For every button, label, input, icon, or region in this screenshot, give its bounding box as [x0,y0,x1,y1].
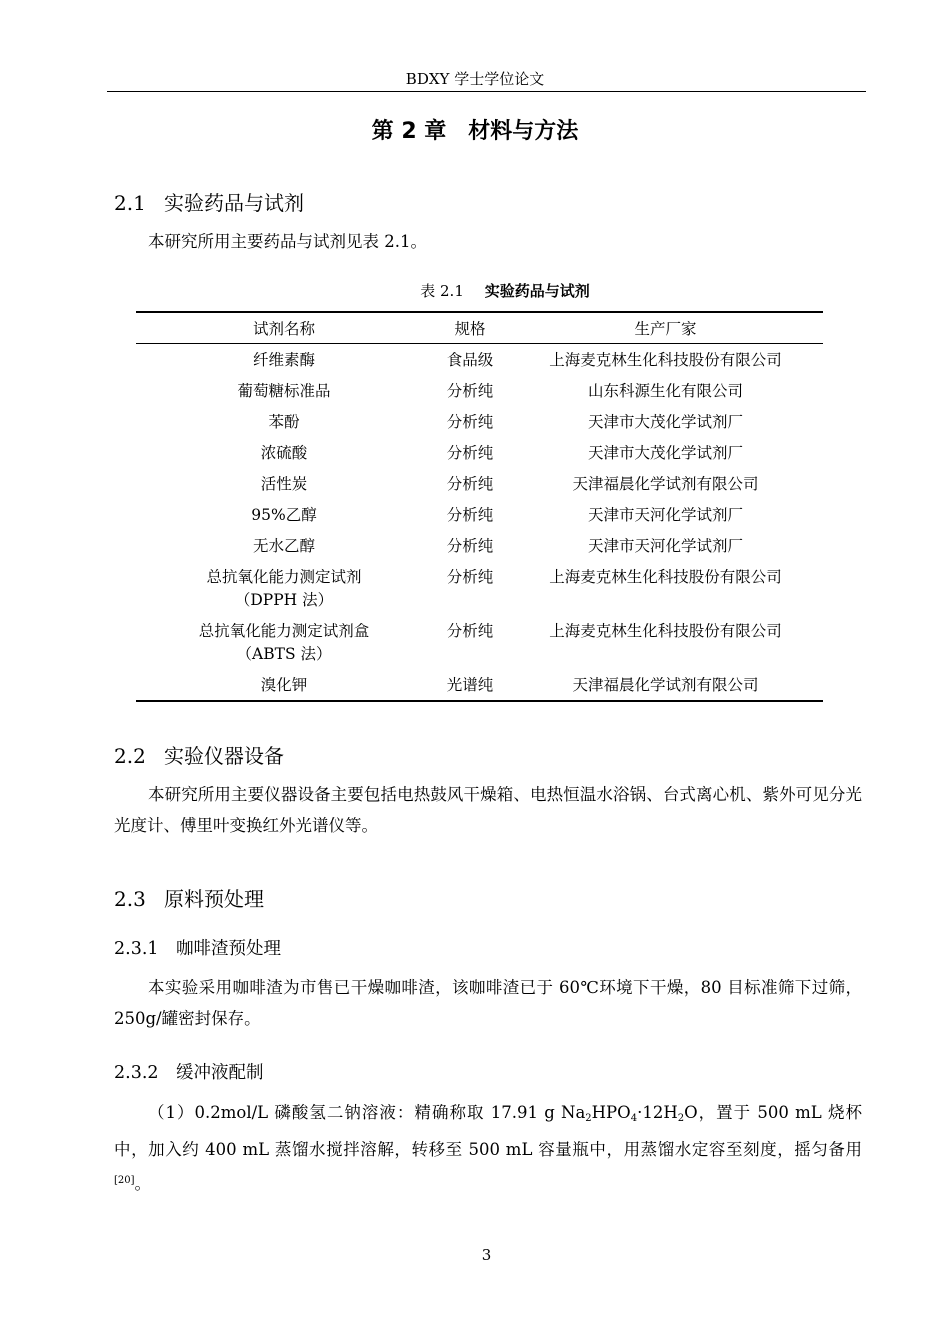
section-heading-2-1 [114,187,304,216]
reagent-name: 95%乙醇 [251,506,317,524]
reagent-name-cell [136,406,432,437]
table-row [136,499,823,530]
section-title: 实验仪器设备 [164,744,284,768]
section-number: 2.2 [114,744,146,768]
table-caption [0,280,950,301]
table-row [136,406,823,437]
reagent-name: 浓硫酸 [260,444,308,462]
table-row [136,375,823,406]
section-heading-2-3 [114,883,264,912]
manufacturer-cell: 天津市大茂化学试剂厂 [587,413,743,431]
subscript: 2 [677,1113,685,1124]
manufacturer-cell: 天津市天河化学试剂厂 [587,506,743,524]
table-row [136,530,823,561]
column-header: 规格 [432,312,508,344]
reagent-name: 纤维素酶 [252,351,315,369]
reagent-name: 苯酚 [268,413,300,431]
subsection-title: 咖啡渣预处理 [176,939,281,959]
grade-cell: 食品级 [446,351,494,369]
citation-ref: [20] [114,1175,135,1186]
column-header: 试剂名称 [136,312,432,344]
grade-cell: 分析纯 [446,475,494,493]
grade-cell: 分析纯 [446,568,494,586]
grade-cell: 分析纯 [446,382,494,400]
table-caption-number: 表 2.1 [420,282,464,300]
manufacturer-cell: 上海麦克林生化科技股份有限公司 [549,568,782,586]
paragraph: 本研究所用主要药品与试剂见表 2.1。 [148,232,427,251]
manufacturer-cell: 天津市天河化学试剂厂 [587,537,743,555]
section-title: 实验药品与试剂 [164,191,304,215]
text-run: HPO [591,1103,631,1122]
table-row [136,468,823,499]
subscript: 4 [630,1113,638,1124]
column-header: 生产厂家 [508,312,823,344]
text-run: （1）0.2mol/L 磷酸氢二钠溶液：精确称取 17.91 g Na [148,1103,586,1122]
subsection-number: 2.3.2 [114,1063,159,1083]
reagent-name: 总抗氧化能力测定试剂 [206,568,362,586]
reagent-name-cell [136,530,432,561]
subscript: 2 [585,1113,592,1124]
subsection-heading-2-3-1 [114,935,281,960]
manufacturer-cell: 天津福晨化学试剂有限公司 [508,669,823,701]
grade-cell: 分析纯 [446,413,494,431]
table-row [136,615,823,669]
table-row [136,344,823,376]
reagent-name: 溴化钾 [260,676,308,694]
header-rule [107,91,866,92]
manufacturer-cell: 上海麦克林生化科技股份有限公司 [549,351,782,369]
grade-cell: 分析纯 [446,622,494,640]
reagent-name: 总抗氧化能力测定试剂盒 [198,622,370,640]
reagent-name-cell [136,669,432,701]
reagent-name: 葡萄糖标准品 [237,382,331,400]
section-number: 2.3 [114,887,146,911]
chapter-title: 第 2 章 材料与方法 [371,119,579,144]
table-caption-title: 实验药品与试剂 [484,282,590,300]
manufacturer-cell: 天津市大茂化学试剂厂 [587,444,743,462]
paragraph: 本实验采用咖啡渣为市售已干燥咖啡渣，该咖啡渣已于 60℃环境下干燥，80 目标准筛下过筛，250g/罐密封保存。 [114,978,862,1028]
table-row [136,437,823,468]
section-number: 2.1 [114,191,146,215]
reagent-method: （DPPH 法） [234,591,334,609]
section-title: 原料预处理 [164,887,264,911]
reagent-name: 活性炭 [260,475,308,493]
table-row [136,561,823,615]
grade-cell: 分析纯 [446,537,494,555]
page-number: 3 [481,1246,492,1264]
grade-cell: 光谱纯 [432,669,508,701]
subsection-title: 缓冲液配制 [176,1063,264,1083]
grade-cell: 分析纯 [446,506,494,524]
reagent-name-cell [136,561,432,615]
text-run: ·12H [637,1103,678,1122]
text-run: O，置于 500 mL 烧杯中，加入约 400 mL 蒸馏水搅拌溶解，转移至 500 mL 容量瓶中，用蒸馏水定容至刻度，摇匀备用 [114,1103,863,1159]
paragraph-buffer-prep [114,1097,862,1199]
section-heading-2-2 [114,740,284,769]
subsection-number: 2.3.1 [114,939,159,959]
reagent-name-cell [136,344,432,376]
paragraph: 本研究所用主要仪器设备主要包括电热鼓风干燥箱、电热恒温水浴锅、台式离心机、紫外可见分光光度计、傅里叶变换红外光谱仪等。 [114,785,862,835]
running-header: BDXY 学士学位论文 [405,70,545,88]
reagent-name-cell [136,375,432,406]
reagent-name-cell [136,437,432,468]
manufacturer-cell: 山东科源生化有限公司 [587,382,743,400]
reagent-name: 无水乙醇 [252,537,315,555]
reagents-table [136,311,823,702]
grade-cell: 分析纯 [446,444,494,462]
subsection-heading-2-3-2 [114,1059,264,1084]
reagent-name-cell [136,615,432,669]
reagent-name-cell [136,468,432,499]
manufacturer-cell: 上海麦克林生化科技股份有限公司 [549,622,782,640]
reagent-name-cell [136,499,432,530]
text-run: 。 [134,1174,152,1193]
table-row [136,669,823,701]
reagent-method: （ABTS 法） [236,645,332,663]
table-header-row [136,312,823,344]
manufacturer-cell: 天津福晨化学试剂有限公司 [572,475,759,493]
